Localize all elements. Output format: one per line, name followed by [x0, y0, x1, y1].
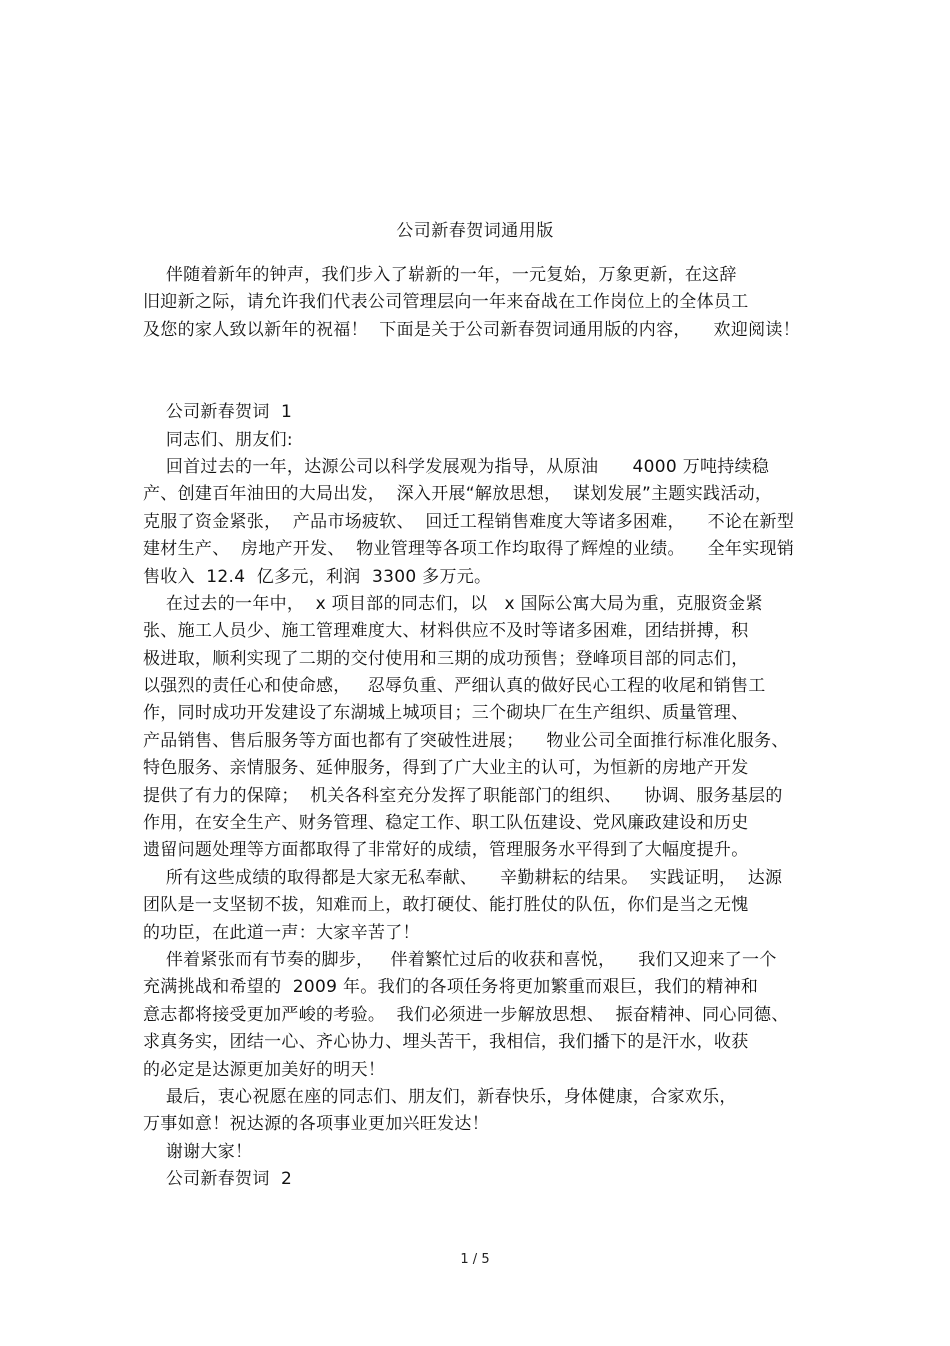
- speech-line: 作，同时成功开发建设了东湖城上城项目；三个砌块厂在生产组织、质量管理、: [143, 703, 749, 724]
- speech-line: 产、创建百年油田的大局出发， 深入开展“解放思想， 谋划发展”主题实践活动，: [143, 484, 773, 505]
- speech-line: 建材生产、 房地产开发、 物业管理等各项工作均取得了辉煌的业绩。 全年实现销: [143, 539, 795, 560]
- speech-line: 特色服务、亲情服务、延伸服务，得到了广大业主的认可，为恒新的房地产开发: [143, 758, 749, 779]
- speech-line: 同志们、朋友们:: [143, 429, 293, 450]
- speech-line: 最后，衷心祝愿在座的同志们、朋友们，新春快乐，身体健康，合家欢乐，: [143, 1086, 737, 1107]
- speech-line: 极进取，顺利实现了二期的交付使用和三期的成功预售；登峰项目部的同志们，: [143, 648, 749, 669]
- speech-line: 所有这些成绩的取得都是大家无私奉献、 辛勤耕耘的结果。 实践证明， 达源: [143, 867, 783, 888]
- speech-line: 公司新春贺词 2: [143, 1169, 293, 1190]
- intro-line: 及您的家人致以新年的祝福！ 下面是关于公司新春贺词通用版的内容， 欢迎阅读！: [143, 319, 801, 340]
- speech-line: 售收入 12.4 亿多元，利润 3300 多万元。: [143, 566, 492, 587]
- speech-line: 伴着紧张而有节奏的脚步， 伴着繁忙过后的收获和喜悦， 我们又迎来了一个: [143, 949, 777, 970]
- speech-line: 作用，在安全生产、财务管理、稳定工作、职工队伍建设、党风廉政建设和历史: [143, 813, 749, 834]
- intro-line: 旧迎新之际，请允许我们代表公司管理层向一年来奋战在工作岗位上的全体员工: [143, 292, 749, 313]
- speech-line: 以强烈的责任心和使命感， 忍辱负重、严细认真的做好民心工程的收尾和销售工: [143, 676, 766, 697]
- speech-line: 求真务实，团结一心、齐心协力、埋头苦干，我相信，我们播下的是汗水，收获: [143, 1032, 749, 1053]
- document-title: 公司新春贺词通用版: [396, 221, 554, 241]
- speech-line: 产品销售、售后服务等方面也都有了突破性进展； 物业公司全面推行标准化服务、: [143, 730, 789, 751]
- speech-line: 万事如意！祝达源的各项事业更加兴旺发达！: [143, 1114, 489, 1135]
- speech-line: 充满挑战和希望的 2009 年。我们的各项任务将更加繁重而艰巨，我们的精神和: [143, 977, 759, 998]
- speech-line: 公司新春贺词 1: [143, 402, 293, 423]
- speech-line: 提供了有力的保障； 机关各科室充分发挥了职能部门的组织、 协调、服务基层的: [143, 785, 783, 806]
- intro-line: 伴随着新年的钟声，我们步入了崭新的一年，一元复始，万象更新，在这辞: [143, 265, 737, 285]
- speech-line: 回首过去的一年，达源公司以科学发展观为指导，从原油 4000 万吨持续稳: [143, 456, 770, 477]
- speech-line: 的功臣，在此道一声：大家辛苦了！: [143, 922, 420, 943]
- speech-line: 张、施工人员少、施工管理难度大、材料供应不及时等诸多困难，团结拼搏，积: [143, 621, 749, 642]
- speech-line: 谢谢大家！: [143, 1141, 253, 1162]
- speech-line: 在过去的一年中， x 项目部的同志们，以 x 国际公寓大局为重，克服资金紧: [143, 593, 763, 614]
- paragraph-gap: [143, 344, 813, 399]
- speech-line: 遗留问题处理等方面都取得了非常好的成绩，管理服务水平得到了大幅度提升。: [143, 840, 749, 861]
- page-number: 1 / 5: [460, 1252, 490, 1267]
- document-body: [143, 262, 813, 1194]
- speech-line: 意志都将接受更加严峻的考验。 我们必须进一步解放思想、 振奋精神、同心同德、: [143, 1004, 789, 1025]
- speech-line: 克服了资金紧张， 产品市场疲软、 回迁工程销售难度大等诸多困难， 不论在新型: [143, 511, 795, 532]
- speech-line: 的必定是达源更加美好的明天！: [143, 1059, 386, 1080]
- speech-line: 团队是一支坚韧不拔，知难而上，敢打硬仗、能打胜仗的队伍，你们是当之无愧: [143, 895, 749, 916]
